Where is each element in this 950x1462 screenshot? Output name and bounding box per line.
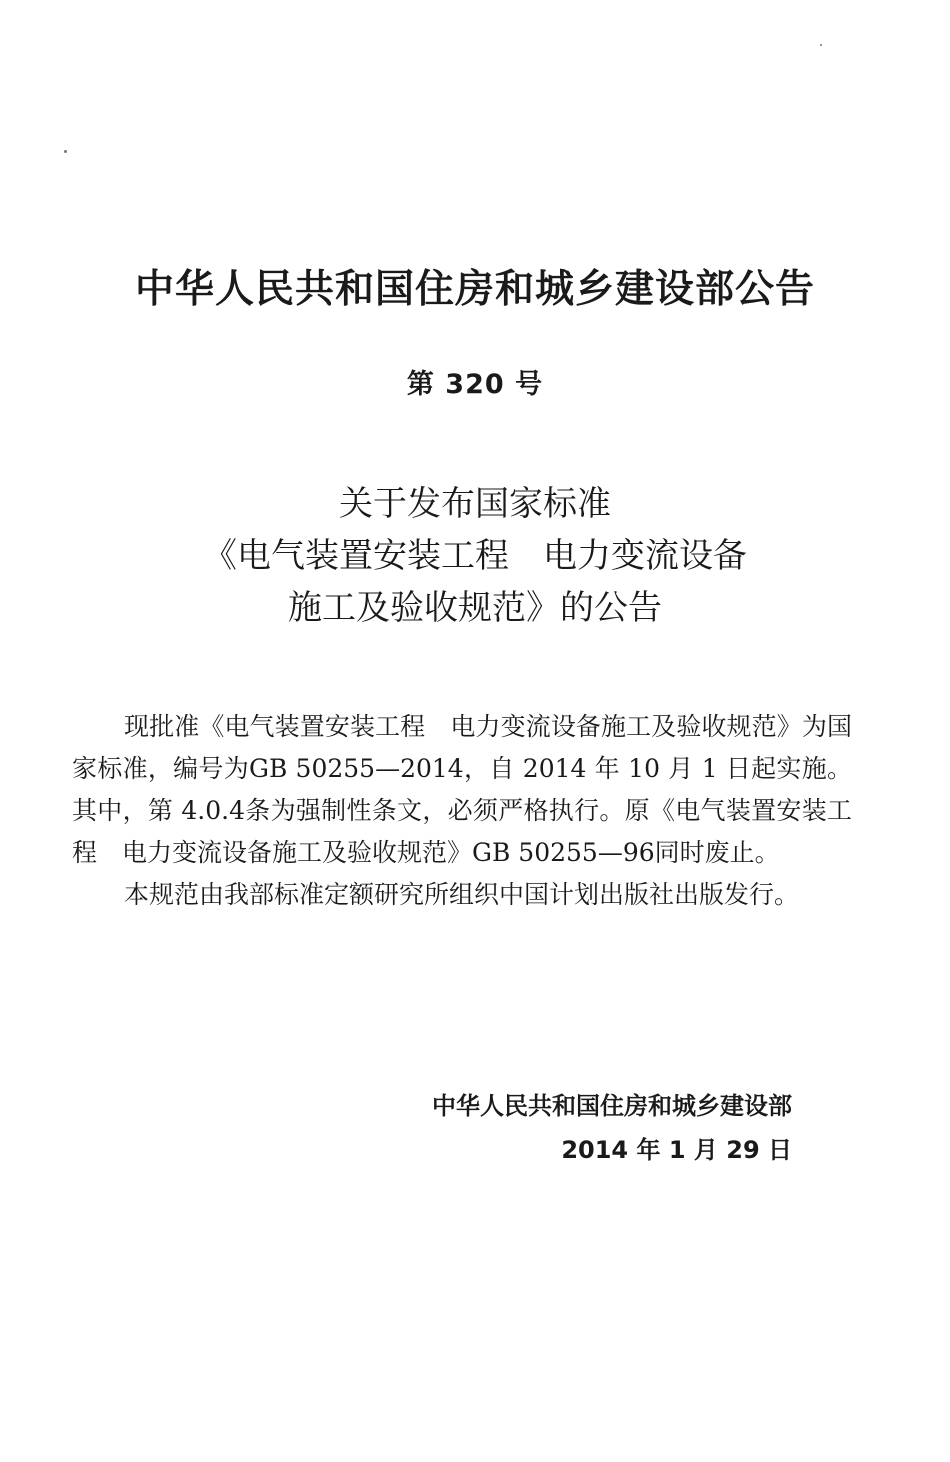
signature-block bbox=[372, 1084, 792, 1172]
announcement-subject bbox=[0, 478, 950, 634]
subject-line: 关于发布国家标准 bbox=[339, 484, 611, 524]
subject-line: 施工及验收规范》的公告 bbox=[288, 588, 662, 628]
announcement-number: 第 320 号 bbox=[406, 369, 544, 400]
scan-speck bbox=[64, 150, 67, 153]
body-paragraph: 现批准《电气装置安装工程 电力变流设备施工及验收规范》为国家标准，编号为GB 50255—2014，自 2014 年 10 月 1 日起实施。其中，第 4.0.4条为强制性条文，必须严格执行。原《电气装置安装工程 电力变流设备施工及验收规范》GB 50255—96同时废止。 bbox=[72, 712, 852, 867]
issuer-name: 中华人民共和国住房和城乡建设部 bbox=[432, 1092, 792, 1120]
announcement-body bbox=[72, 706, 852, 916]
issuing-authority-title: 中华人民共和国住房和城乡建设部公告 bbox=[134, 267, 815, 312]
subject-line: 《电气装置安装工程 电力变流设备 bbox=[203, 536, 747, 576]
issue-date: 2014 年 1 月 29 日 bbox=[561, 1136, 792, 1164]
scan-speck bbox=[820, 44, 822, 46]
body-paragraph: 本规范由我部标准定额研究所组织中国计划出版社出版发行。 bbox=[124, 880, 800, 909]
